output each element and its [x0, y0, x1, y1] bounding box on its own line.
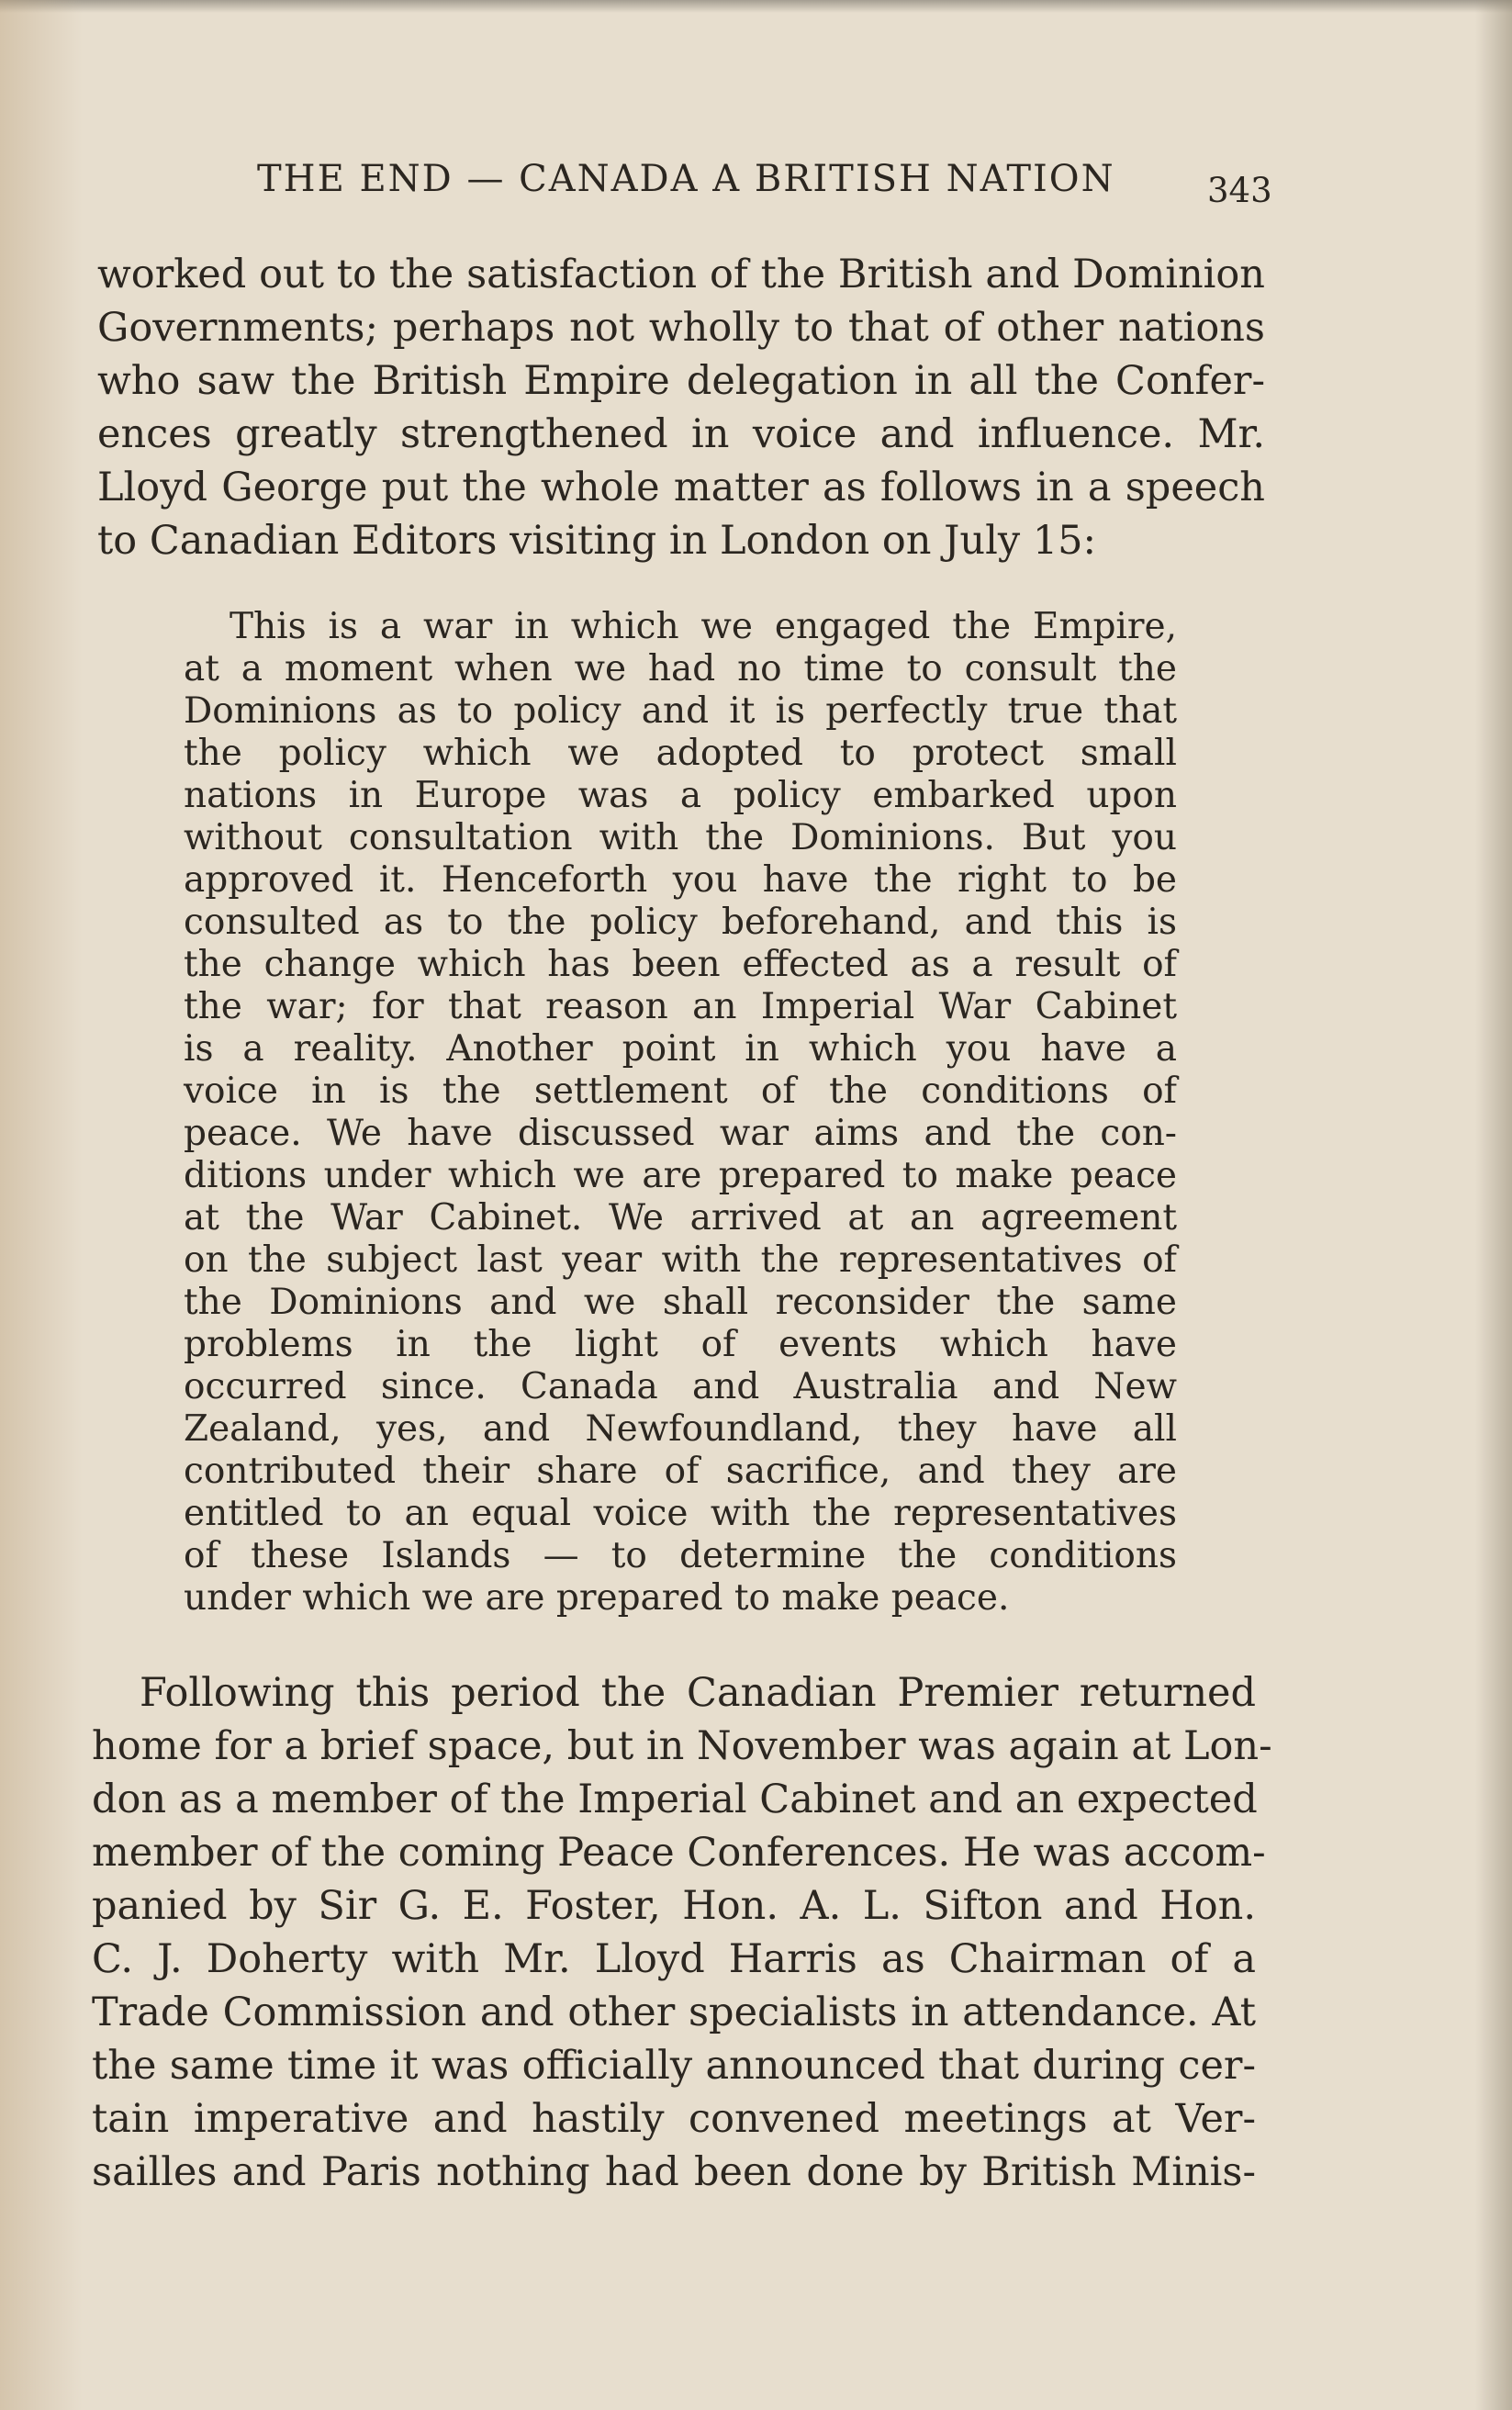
- block-quotation: [184, 606, 1177, 1620]
- running-head-title: THE END — CANADA A BRITISH NATION: [257, 158, 1115, 200]
- quote-line: approved it. Henceforth you have the right to be: [184, 859, 1177, 901]
- quote-line: the change which has been effected as a result of: [184, 944, 1177, 985]
- quote-line: at a moment when we had no time to consult the: [184, 648, 1177, 689]
- quote-line: nations in Europe was a policy embarked upon: [184, 775, 1177, 816]
- text-line: C. J. Doherty with Mr. Lloyd Harris as Chairman of a: [92, 1936, 1256, 1982]
- text-line: ences greatly strengthened in voice and influence. Mr.: [97, 411, 1265, 457]
- text-line: Trade Commission and other specialists in attendance. At: [92, 1990, 1256, 2035]
- quote-line: entitled to an equal voice with the representatives: [184, 1493, 1177, 1534]
- quote-line: the policy which we adopted to protect small: [184, 733, 1177, 774]
- quote-line: without consultation with the Dominions. But you: [184, 817, 1177, 858]
- quote-line: the Dominions and we shall reconsider the same: [184, 1282, 1177, 1323]
- quote-line: under which we are prepared to make peace.: [184, 1577, 1010, 1619]
- text-line: who saw the British Empire delegation in all the Confer-: [97, 358, 1265, 404]
- quote-line: on the subject last year with the representatives of: [184, 1239, 1177, 1281]
- text-line: home for a brief space, but in November was again at Lon-: [92, 1723, 1272, 1769]
- quote-line: ditions under which we are prepared to make peace: [184, 1155, 1177, 1196]
- quote-line: Dominions as to policy and it is perfectly true that: [184, 690, 1177, 732]
- quote-line: Zealand, yes, and Newfoundland, they have all: [184, 1408, 1177, 1450]
- text-line: Following this period the Canadian Premier returned: [140, 1670, 1256, 1716]
- text-line: panied by Sir G. E. Foster, Hon. A. L. Sifton and Hon.: [92, 1883, 1256, 1929]
- text-line: to Canadian Editors visiting in London on July 15:: [97, 518, 1097, 564]
- page-number: 343: [1207, 171, 1272, 210]
- quote-line: This is a war in which we engaged the Empire,: [230, 606, 1177, 647]
- text-line: Governments; perhaps not wholly to that of other nations: [97, 305, 1265, 351]
- quote-line: contributed their share of sacrifice, and they are: [184, 1451, 1177, 1492]
- body-paragraph-2: [92, 1666, 1272, 2199]
- text-line: don as a member of the Imperial Cabinet and an expected: [92, 1777, 1258, 1822]
- text-line: Lloyd George put the whole matter as follows in a speech: [97, 465, 1265, 510]
- quote-line: at the War Cabinet. We arrived at an agreement: [184, 1197, 1177, 1239]
- quote-line: consulted as to the policy beforehand, and this is: [184, 902, 1177, 943]
- body-paragraph-1: [97, 248, 1265, 567]
- quote-line: peace. We have discussed war aims and the con-: [184, 1113, 1177, 1154]
- quote-line: of these Islands — to determine the conditions: [184, 1535, 1177, 1576]
- quote-line: problems in the light of events which have: [184, 1324, 1177, 1365]
- text-line: the same time it was officially announced that during cer-: [92, 2043, 1256, 2089]
- quote-line: occurred since. Canada and Australia and New: [184, 1366, 1177, 1407]
- text-line: member of the coming Peace Conferences. He was accom-: [92, 1830, 1266, 1876]
- text-line: sailles and Paris nothing had been done by British Minis-: [92, 2149, 1256, 2195]
- quote-line: the war; for that reason an Imperial War Cabinet: [184, 986, 1177, 1027]
- quote-line: is a reality. Another point in which you have a: [184, 1028, 1177, 1070]
- text-line: worked out to the satisfaction of the British and Dominion: [97, 252, 1265, 297]
- quote-line: voice in is the settlement of the conditions of: [184, 1070, 1177, 1112]
- text-line: tain imperative and hastily convened meetings at Ver-: [92, 2096, 1256, 2142]
